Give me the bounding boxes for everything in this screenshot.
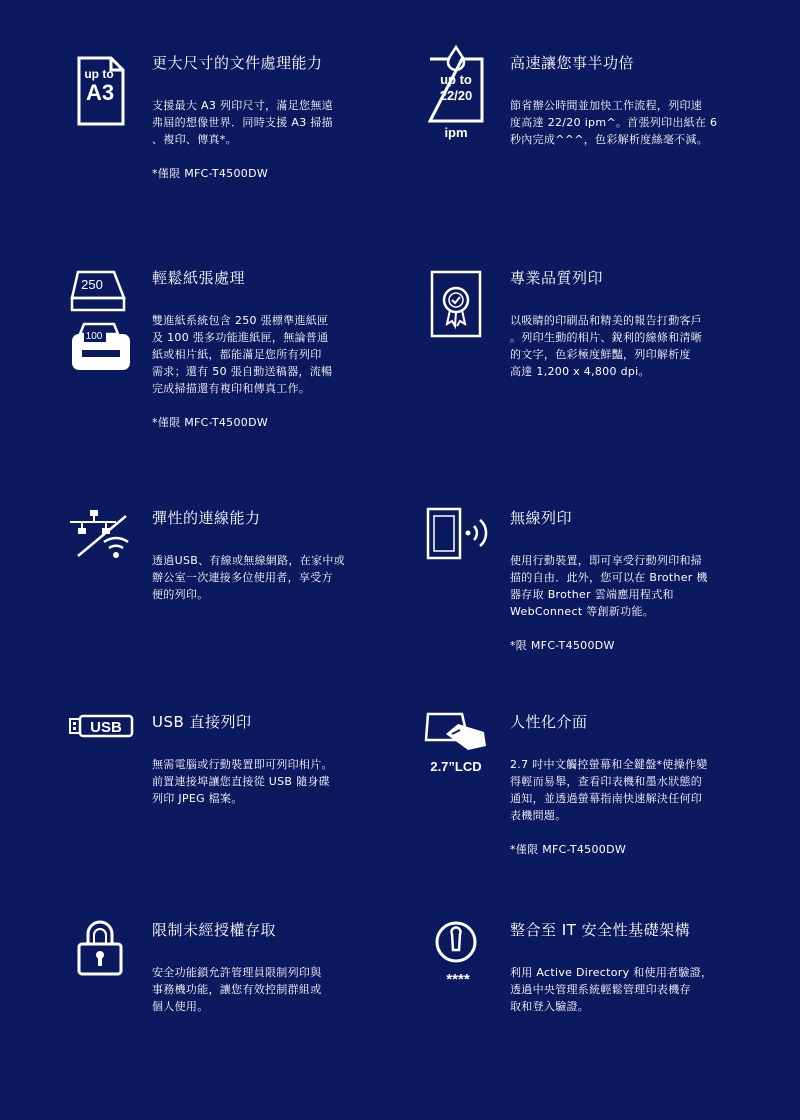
feature-description: 節省辦公時間並加快工作流程，列印速 度高達 22/20 ipm^。首張列印出紙在 6 秒內完成^^^，色彩解析度絲毫不減。 [510,99,718,146]
feature-description: 使用行動裝置，即可享受行動列印和掃 描的自由．此外，您可以在 Brother 機 器存取 Brother 雲端應用程式和 WebConnect 等創新功能。 [510,554,708,618]
mobile-wireless-icon [426,506,488,560]
tray-100-label: 100 [85,331,103,342]
paper-tray-icon [70,268,132,374]
feature-it-security [510,920,800,1015]
feature-footnote: *限 MFC-T4500DW [510,639,615,652]
feature-print-speed [510,53,800,148]
tray-250-label: 250 [81,277,103,292]
feature-footnote: *僅限 MFC-T4500DW [152,416,269,429]
feature-wireless-print [510,508,800,654]
feature-description: 無需電腦或行動裝置即可列印相片。 前置連接埠讓您直接從 USB 隨身碟 列印 JPEG 檔案。 [152,758,333,805]
ink-speed-icon [428,45,484,141]
feature-title: 更大尺寸的文件處理能力 [152,54,323,72]
feature-title: 人性化介面 [510,713,588,731]
password-mask-label: **** [446,971,470,986]
feature-title: 無線列印 [510,509,573,527]
feature-description: 支援最大 A3 列印尺寸，滿足您無遠 弗屆的想像世界．同時支援 A3 掃描 、複印、傳真*。 [152,99,333,146]
feature-description: 雙進紙系統包含 250 張標準進紙匣 及 100 張多功能進紙匣，無論普通 紙或相片紙，都能滿足您所有列印 需求；還有 50 張自動送稿器，流暢 完成掃描還有複印和傳真工作。 [152,314,333,395]
feature-user-interface [510,712,800,858]
feature-footnote: *僅限 MFC-T4500DW [510,843,627,856]
usb-icon [68,714,134,738]
network-wifi-icon [68,508,130,562]
feature-title: 專業品質列印 [510,269,604,287]
password-lock-icon [432,920,482,986]
feature-description: 利用 Active Directory 和使用者驗證， 透過中央管理系統輕鬆管理印表機存 取和登入驗證。 [510,966,713,1013]
feature-footnote: *僅限 MFC-T4500DW [152,167,269,180]
feature-description: 安全功能鎖允許管理員限制列印與 事務機功能，讓您有效控制群組或 個人使用。 [152,966,322,1013]
feature-description: 以吸睛的印刷品和精美的報告打動客戶 。列印生動的相片、銳利的線條和清晰 的文字，色彩極度鮮豔，列印解析度 高達 1,200 x 4,800 dpi。 [510,314,703,378]
speed-value-label: 22/20 [439,88,473,103]
feature-title: 輕鬆紙張處理 [152,269,246,287]
feature-description: 2.7 吋中文觸控螢幕和全鍵盤*使操作變 得輕而易舉，查看印表機和墨水狀態的 通知，並透過螢幕指南快速解決任何印 表機問題。 [510,758,708,822]
touch-lcd-icon [422,710,490,776]
feature-title: 彈性的連線能力 [152,509,261,527]
lcd-size-label: 2.7”LCD [430,759,482,774]
usb-label: USB [90,719,122,736]
a3-size-label: A3 [85,80,115,105]
feature-title: 高速讓您事半功倍 [510,54,635,72]
padlock-icon [76,920,124,976]
speed-unit-label: ipm [444,125,468,140]
a3-paper-icon [76,55,126,127]
feature-title: 整合至 IT 安全性基礎架構 [510,921,691,939]
speed-up-to-label: up to [440,72,472,87]
feature-print-quality [510,268,800,380]
feature-title: 限制未經授權存取 [152,921,277,939]
feature-description: 透過USB、有線或無線網路，在家中或 辦公室一次連接多位使用者，享受方 便的列印。 [152,554,345,601]
a3-up-to-label: up to [84,67,114,81]
feature-title: USB 直接列印 [152,713,252,731]
quality-certificate-icon [430,270,482,338]
